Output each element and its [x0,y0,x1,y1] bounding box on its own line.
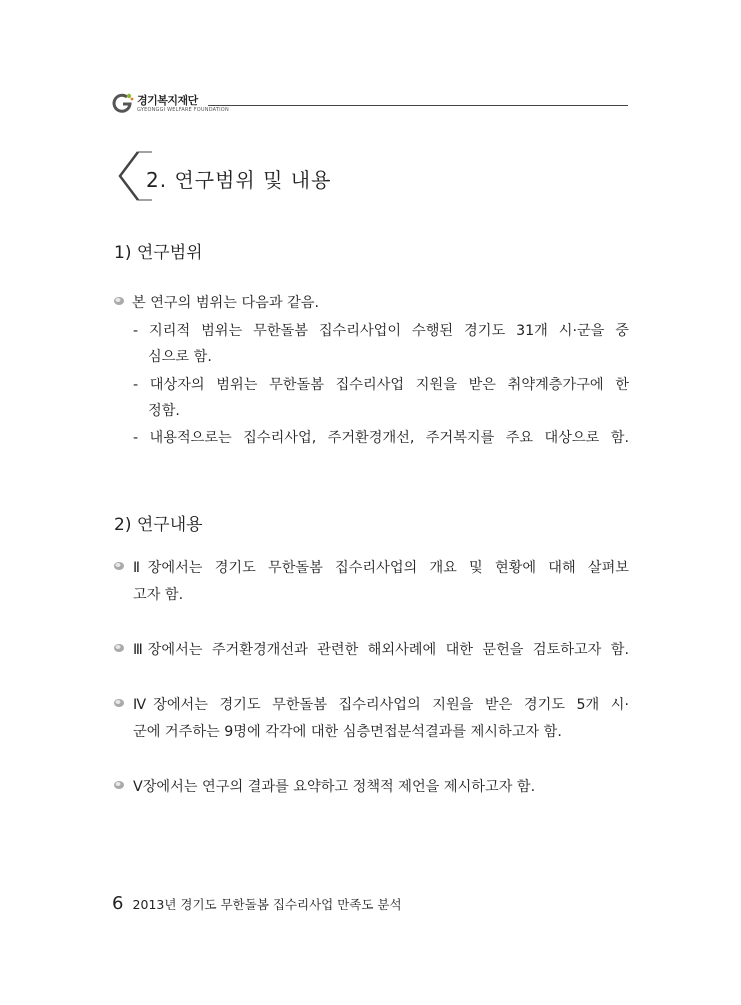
bullet-icon [113,698,127,708]
bullet-icon [113,296,127,306]
content-item-4-line1: Ⅴ장에서는 연구의 결과를 요약하고 정책적 제언을 제시하고자 함. [133,779,536,795]
bullet-icon [113,561,127,571]
bullet-icon [113,780,127,790]
section-title-block [116,150,516,202]
report-title: 2013년 경기도 무한돌봄 집수리사업 만족도 분석 [132,897,402,912]
scope-heading: 1) 연구범위 [114,243,203,263]
scope-item-1-line2: 심으로 함. [148,349,212,365]
scope-item-1-line1: - 지리적 범위는 무한돌봄 집수리사업이 수행된 경기도 31개 시·군을 중 [133,323,629,339]
page-header [112,90,628,120]
content-item-1-line1: Ⅱ장에서는 경기도 무한돌봄 집수리사업의 개요 및 현황에 대해 살펴보 [133,560,629,576]
content-item-1-line2: 고자 함. [133,587,184,603]
org-subtitle: GYEONGGI WELFARE FOUNDATION [137,107,229,113]
section-title: 2. 연구범위 및 내용 [146,168,332,192]
content-heading: 2) 연구내용 [114,515,203,535]
header-rule [208,105,628,106]
scope-item-2-line1: - 대상자의 범위는 무한돌봄 집수리사업 지원을 받은 취약계층가구에 한 [133,377,629,393]
scope-item-2-line2: 정함. [148,403,180,419]
scope-intro: 본 연구의 범위는 다음과 같음. [132,295,320,311]
scope-item-3-line1: - 내용적으로는 집수리사업, 주거환경개선, 주거복지를 주요 대상으로 함. [133,430,629,446]
org-name: 경기복지재단 [137,94,198,107]
content-item-3-line1: Ⅳ장에서는 경기도 무한돌봄 집수리사업의 지원을 받은 경기도 5개 시· [133,697,629,713]
content-item-3-line2: 군에 거주하는 9명에 각각에 대한 심층면접분석결과를 제시하고자 함. [133,724,562,740]
content-item-2-line1: Ⅲ장에서는 주거환경개선과 관련한 해외사례에 대한 문헌을 검토하고자 함. [133,642,629,658]
foundation-logo-icon [112,92,134,114]
page-footer [112,893,402,914]
page-number: 6 [112,893,124,914]
bullet-icon [113,643,127,653]
